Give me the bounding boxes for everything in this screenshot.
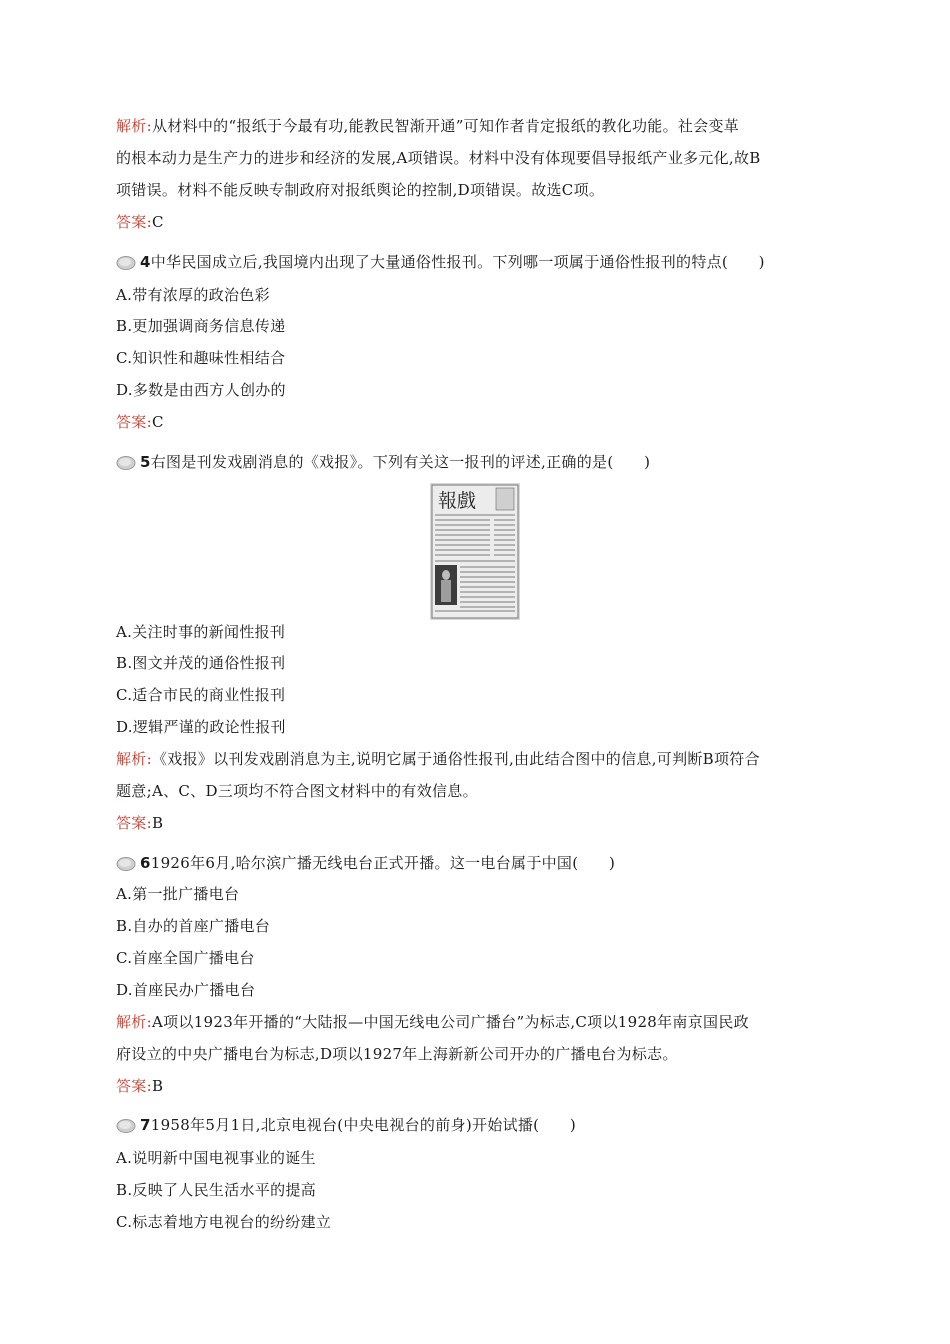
question-bullet-icon <box>116 454 138 470</box>
option-c: C.首座全国广播电台 <box>116 949 255 967</box>
explanation-line <box>116 749 760 769</box>
answer-value: B <box>151 814 164 832</box>
option-a: A.第一批广播电台 <box>116 885 240 903</box>
answer-value: C <box>151 413 164 431</box>
question-stem <box>116 853 615 873</box>
option-d: D.首座民办广播电台 <box>116 981 256 999</box>
option-a: A.带有浓厚的政治色彩 <box>116 286 270 304</box>
explanation-text: 《戏报》以刊发戏剧消息为主,说明它属于通俗性报刊,由此结合图中的信息,可判断B项符合 <box>151 750 760 768</box>
question-number: 4 <box>140 253 151 271</box>
question-number: 5 <box>140 453 151 471</box>
option-a: A.关注时事的新闻性报刊 <box>116 623 286 641</box>
explanation-text: 从材料中的“报纸于今最有功,能教民智渐开通”可知作者肯定报纸的教化功能。社会变革 <box>151 117 740 135</box>
option-c: C.适合市民的商业性报刊 <box>116 686 286 704</box>
option-c: C.知识性和趣味性相结合 <box>116 349 286 367</box>
question-bullet-icon <box>116 855 138 871</box>
explanation-label: 解析: <box>116 117 152 135</box>
option-c: C.标志着地方电视台的纷纷建立 <box>116 1213 332 1231</box>
answer-value: B <box>151 1077 164 1095</box>
option-a: A.说明新中国电视事业的诞生 <box>116 1149 316 1167</box>
newspaper-masthead: 報戲 <box>438 490 477 512</box>
question-stem <box>116 452 650 472</box>
question-text: 中华民国成立后,我国境内出现了大量通俗性报刊。下列哪一项属于通俗性报刊的特点( ) <box>150 253 765 271</box>
answer-value: C <box>151 213 164 231</box>
option-b: B.图文并茂的通俗性报刊 <box>116 654 286 672</box>
explanation-text: A项以1923年开播的“大陆报—中国无线电公司广播台”为标志,C项以1928年南京国民政 <box>151 1013 749 1031</box>
question-number: 7 <box>140 1116 151 1134</box>
answer-label: 答案: <box>116 413 152 431</box>
option-d: D.多数是由西方人创办的 <box>116 381 286 399</box>
answer-label: 答案: <box>116 213 152 231</box>
explanation-line: 题意;A、C、D三项均不符合图文材料中的有效信息。 <box>116 782 478 800</box>
option-b: B.反映了人民生活水平的提高 <box>116 1181 316 1199</box>
explanation-label: 解析: <box>116 1013 152 1031</box>
question-bullet-icon <box>116 1117 138 1133</box>
answer-label: 答案: <box>116 814 152 832</box>
newspaper-image <box>430 483 520 620</box>
question-text: 1958年5月1日,北京电视台(中央电视台的前身)开始试播( ) <box>150 1116 577 1134</box>
explanation-label: 解析: <box>116 750 152 768</box>
answer-line <box>116 412 164 432</box>
question-text: 1926年6月,哈尔滨广播无线电台正式开播。这一电台属于中国( ) <box>150 854 616 872</box>
answer-line <box>116 813 163 833</box>
explanation-line <box>116 116 739 136</box>
question-text: 右图是刊发戏剧消息的《戏报》。下列有关这一报刊的评述,正确的是( ) <box>150 453 651 471</box>
answer-label: 答案: <box>116 1077 152 1095</box>
explanation-line: 的根本动力是生产力的进步和经济的发展,A项错误。材料中没有体现要倡导报纸产业多元化,故B <box>116 149 761 167</box>
question-number: 6 <box>140 854 151 872</box>
answer-line <box>116 1076 163 1096</box>
answer-line <box>116 212 164 232</box>
question-stem <box>116 1115 576 1135</box>
option-b: B.更加强调商务信息传递 <box>116 317 286 335</box>
question-stem <box>116 252 765 272</box>
option-d: D.逻辑严谨的政论性报刊 <box>116 718 286 736</box>
question-bullet-icon <box>116 254 138 270</box>
explanation-line: 项错误。材料不能反映专制政府对报纸舆论的控制,D项错误。故选C项。 <box>116 181 605 199</box>
option-b: B.自办的首座广播电台 <box>116 917 271 935</box>
explanation-line: 府设立的中央广播电台为标志,D项以1927年上海新新公司开办的广播电台为标志。 <box>116 1045 678 1063</box>
explanation-line <box>116 1012 749 1032</box>
